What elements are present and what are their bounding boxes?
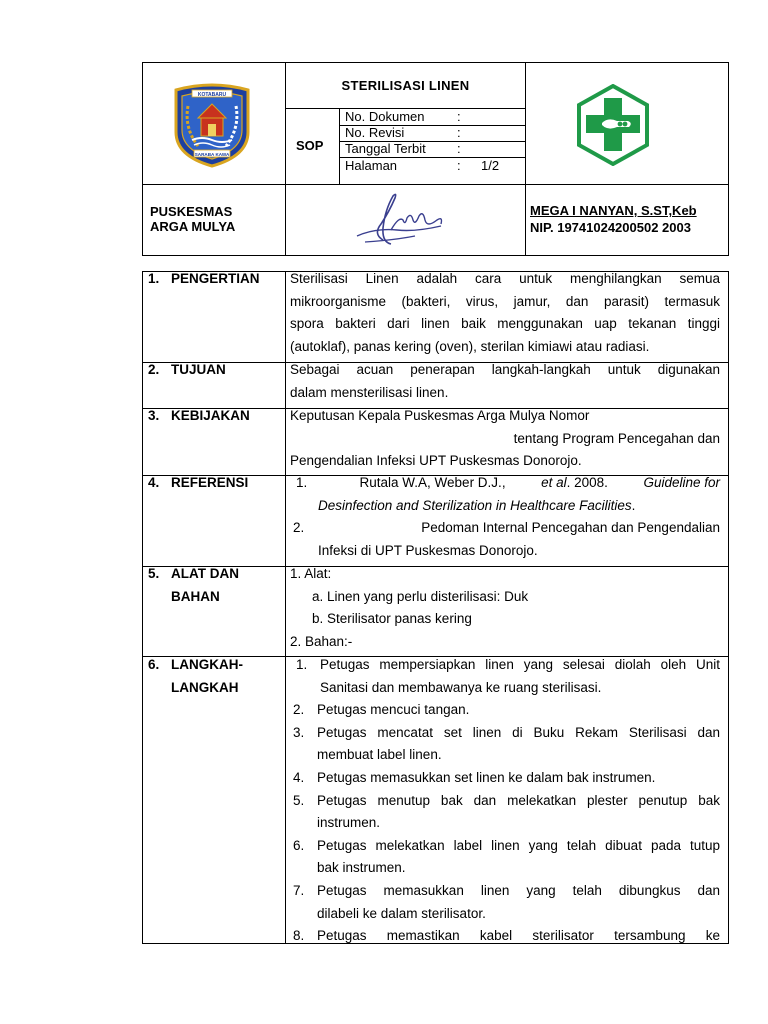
reference-authors: Rutala W.A, Weber D.J., bbox=[359, 475, 506, 490]
section-content-tujuan bbox=[290, 359, 720, 404]
meta-label: No. Dokumen bbox=[345, 109, 425, 124]
step-text: Petugas mencatat set linen di Buku Rekam Sterilisasi dan bbox=[317, 724, 720, 740]
organization-name bbox=[150, 204, 235, 234]
regency-emblem-logo bbox=[168, 80, 256, 168]
meta-row-no-dokumen bbox=[345, 109, 481, 125]
meta-label: Halaman bbox=[345, 158, 398, 173]
meta-value: 1/2 bbox=[481, 158, 500, 173]
reference-item-2-cont: Infeksi di UPT Puskesmas Donorojo. bbox=[318, 542, 538, 558]
step-text: Petugas mencuci tangan. bbox=[317, 702, 470, 718]
reference-item-2 bbox=[290, 517, 720, 540]
section-title: PENGERTIAN bbox=[171, 271, 260, 286]
step-text: Petugas memastikan kabel sterilisator tersambung ke bbox=[317, 928, 720, 944]
step-item bbox=[290, 722, 720, 745]
step-number: 4. bbox=[293, 769, 305, 785]
section-content-pengertian bbox=[290, 268, 720, 358]
section-number: 4. bbox=[148, 475, 160, 490]
content-line: Pengendalian Infeksi UPT Puskesmas Donorojo. bbox=[290, 453, 582, 469]
content-line: Sterilisasi Linen adalah cara untuk menghilangkan semua bbox=[290, 271, 720, 286]
step-text: Petugas mempersiapkan linen yang selesai diolah oleh Unit bbox=[320, 657, 720, 672]
meta-row-no-revisi bbox=[345, 125, 481, 141]
step-number: 5. bbox=[293, 792, 305, 808]
content-line: Sebagai acuan penerapan langkah-langkah untuk digunakan bbox=[290, 362, 720, 377]
section-label-pengertian bbox=[148, 268, 284, 291]
section-content-alat-bahan bbox=[290, 563, 720, 653]
meta-row-tanggal-terbit bbox=[345, 141, 481, 157]
reference-et-al: et al bbox=[541, 475, 567, 490]
content-line: (autoklaf), panas kering (oven), sterilan kimiawi atau radiasi. bbox=[290, 338, 650, 354]
list-item: 2. Bahan:- bbox=[290, 633, 353, 649]
content-line: spora bakteri dari linen baik menggunakan uap tekanan tinggi bbox=[290, 316, 720, 332]
content-line: tentang Program Pencegahan dan bbox=[513, 430, 720, 446]
step-text: Petugas menutup bak dan melekatkan plester penutup bak bbox=[317, 792, 720, 808]
step-item bbox=[290, 925, 720, 948]
reference-title: Desinfection and Sterilization in Healthcare Facilities bbox=[318, 497, 632, 513]
reference-item-1 bbox=[290, 472, 720, 495]
reference-year: . 2008. bbox=[566, 475, 608, 490]
step-item bbox=[290, 699, 720, 722]
section-number: 5. bbox=[148, 566, 160, 581]
section-title: KEBIJAKAN bbox=[171, 408, 250, 423]
section-title-cont: LANGKAH bbox=[171, 679, 239, 695]
meta-colon: : bbox=[457, 125, 461, 140]
meta-colon: : bbox=[457, 158, 461, 173]
section-label-alat-bahan bbox=[148, 563, 284, 608]
meta-label: No. Revisi bbox=[345, 125, 405, 140]
section-label-langkah bbox=[148, 654, 284, 699]
sop-label: SOP bbox=[296, 138, 324, 153]
reference-title-start: Guideline for bbox=[643, 475, 720, 490]
reference-item-1-cont bbox=[290, 495, 720, 518]
section-number: 6. bbox=[148, 657, 160, 672]
section-number: 2. bbox=[148, 362, 160, 377]
list-item: 1. Alat: bbox=[290, 566, 332, 581]
list-item: b. Sterilisator panas kering bbox=[312, 611, 472, 627]
signer-nip: NIP. 19741024200502 2003 bbox=[530, 220, 691, 235]
section-title: REFERENSI bbox=[171, 475, 249, 490]
step-text: Petugas melekatkan label linen yang telah dibuat pada tutup bbox=[317, 837, 720, 853]
signer-name: MEGA I NANYAN, S.ST,Keb bbox=[530, 203, 697, 218]
emblem-top-text: KOTABARU bbox=[197, 92, 227, 98]
section-label-tujuan bbox=[148, 359, 284, 382]
content-line: mikroorganisme (bakteri, virus, jamur, dan parasit) termasuk bbox=[290, 293, 720, 309]
section-title: ALAT DAN bbox=[171, 566, 239, 581]
emblem-bottom-text: SARABA KAWA bbox=[194, 152, 230, 157]
step-number: 1. bbox=[296, 657, 308, 672]
section-title: TUJUAN bbox=[171, 362, 226, 377]
step-number: 6. bbox=[293, 837, 305, 853]
content-line: dalam mensterilisasi linen. bbox=[290, 384, 449, 400]
step-text: Petugas memasukkan set linen ke dalam bak instrumen. bbox=[317, 769, 656, 785]
section-content-langkah bbox=[290, 654, 720, 948]
section-number: 1. bbox=[148, 271, 160, 286]
puskesmas-logo bbox=[572, 84, 654, 166]
section-title: LANGKAH- bbox=[171, 657, 243, 672]
step-item bbox=[290, 654, 720, 677]
step-text-cont: membuat label linen. bbox=[317, 747, 442, 763]
step-number: 2. bbox=[293, 702, 305, 718]
section-content-kebijakan bbox=[290, 405, 720, 473]
reference-text: Pedoman Internal Pencegahan dan Pengendalian bbox=[421, 520, 720, 536]
meta-label: Tanggal Terbit bbox=[345, 141, 426, 156]
step-number: 8. bbox=[293, 928, 305, 944]
step-text-cont: dilabeli ke dalam sterilisator. bbox=[317, 905, 486, 921]
step-number: 3. bbox=[293, 724, 305, 740]
step-text: Petugas memasukkan linen yang telah dibungkus dan bbox=[317, 882, 720, 898]
step-item bbox=[290, 767, 720, 790]
step-text-cont: Sanitasi dan membawanya ke ruang sterilisasi. bbox=[320, 679, 602, 695]
step-text-cont: bak instrumen. bbox=[317, 860, 406, 876]
step-item bbox=[290, 880, 720, 903]
content-line: Keputusan Kepala Puskesmas Arga Mulya Nomor bbox=[290, 408, 590, 423]
reference-period: . bbox=[631, 497, 636, 513]
step-number: 7. bbox=[293, 882, 305, 898]
handwritten-signature bbox=[345, 190, 455, 252]
step-item bbox=[290, 835, 720, 858]
section-title-cont: BAHAN bbox=[171, 588, 220, 604]
step-text-cont: instrumen. bbox=[317, 815, 381, 831]
org-line-2: ARGA MULYA bbox=[150, 219, 236, 234]
step-item bbox=[290, 790, 720, 813]
signer-block bbox=[530, 202, 697, 236]
list-number: 1. bbox=[296, 475, 308, 490]
org-line-1: PUSKESMAS bbox=[150, 204, 233, 219]
section-label-kebijakan bbox=[148, 405, 284, 428]
list-item: a. Linen yang perlu disterilisasi: Duk bbox=[312, 588, 529, 604]
section-number: 3. bbox=[148, 408, 160, 423]
meta-colon: : bbox=[457, 141, 461, 156]
meta-row-halaman bbox=[345, 158, 499, 174]
list-number: 2. bbox=[293, 520, 305, 536]
meta-colon: : bbox=[457, 109, 461, 124]
section-content-referensi bbox=[290, 472, 720, 562]
document-title: STERILISASI LINEN bbox=[341, 78, 470, 93]
section-label-referensi bbox=[148, 472, 284, 495]
